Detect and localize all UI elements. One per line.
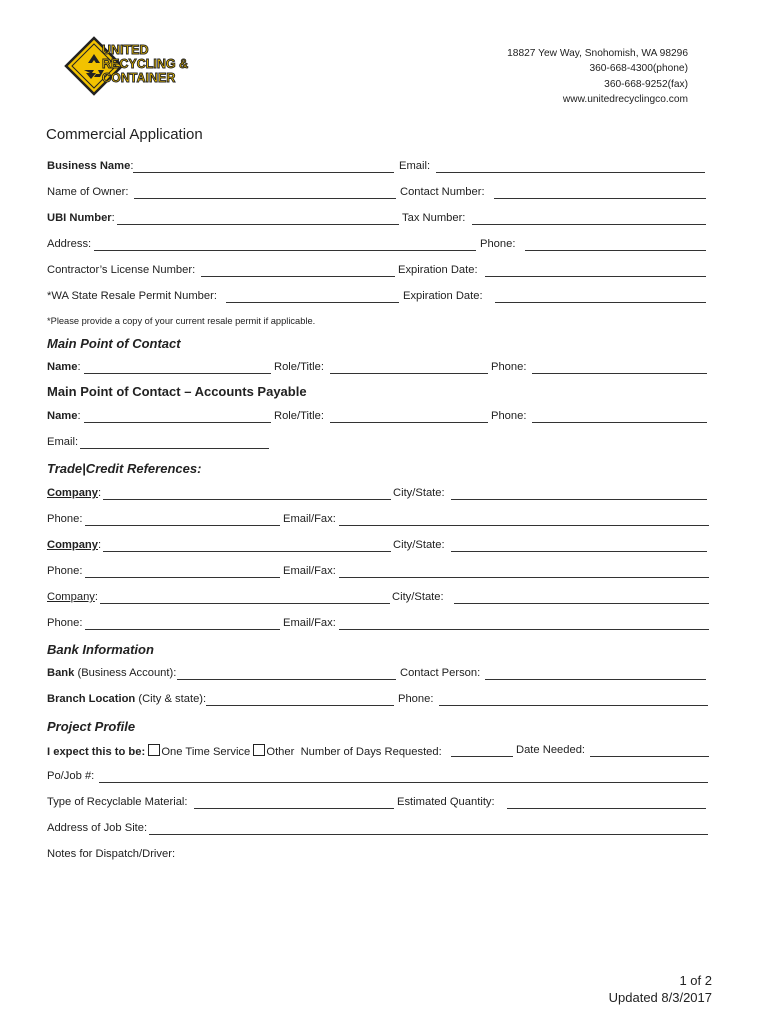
ubi-field[interactable]	[117, 213, 399, 225]
po-job-label: Po/Job #:	[47, 770, 95, 782]
permit-expiration-field[interactable]	[495, 291, 706, 303]
svg-text:CONTAINER: CONTAINER	[102, 71, 176, 85]
ubi-label: UBI Number:	[47, 212, 115, 224]
ref1-email-fax-label: Email/Fax:	[283, 513, 336, 525]
ref1-city-state-field[interactable]	[451, 488, 707, 500]
bank-heading: Bank Information	[47, 642, 154, 657]
date-needed-label: Date Needed:	[516, 744, 586, 756]
ref3-phone-field[interactable]	[85, 618, 280, 630]
contact-number-field[interactable]	[494, 187, 706, 199]
notes-label: Notes for Dispatch/Driver:	[47, 848, 176, 860]
ap-phone-field[interactable]	[532, 411, 707, 423]
ref1-phone-field[interactable]	[85, 514, 280, 526]
company-address-block	[507, 46, 688, 107]
resale-permit-field[interactable]	[226, 291, 399, 303]
owner-label: Name of Owner:	[47, 186, 129, 198]
main-contact-role-label: Role/Title:	[274, 361, 324, 373]
main-contact-heading: Main Point of Contact	[47, 336, 181, 351]
ref3-city-state-label: City/State:	[392, 591, 444, 603]
address-label: Address:	[47, 238, 92, 250]
branch-location-label: Branch Location (City & state):	[47, 693, 207, 705]
references-heading: Trade|Credit References:	[47, 461, 202, 476]
ref3-company-label: Company:	[47, 591, 98, 603]
bank-contact-person-label: Contact Person:	[400, 667, 481, 679]
date-needed-field[interactable]	[590, 745, 709, 757]
ap-phone-label: Phone:	[491, 410, 527, 422]
ap-email-label: Email:	[47, 436, 79, 448]
svg-text:UNITED: UNITED	[102, 43, 149, 57]
business-name-label: Business Name:	[47, 160, 134, 172]
page-footer	[609, 972, 712, 1006]
company-phone: 360-668-4300(phone)	[589, 63, 688, 75]
ref2-phone-label: Phone:	[47, 565, 83, 577]
job-site-field[interactable]	[149, 823, 708, 835]
license-expiration-label: Expiration Date:	[398, 264, 478, 276]
days-requested-label: Number of Days Requested:	[300, 746, 442, 758]
days-requested-field[interactable]	[451, 745, 513, 757]
ref2-email-fax-field[interactable]	[339, 566, 709, 578]
main-contact-phone-label: Phone:	[491, 361, 527, 373]
material-type-field[interactable]	[194, 797, 394, 809]
branch-location-field[interactable]	[206, 694, 394, 706]
license-expiration-field[interactable]	[485, 265, 706, 277]
business-name-field[interactable]	[133, 161, 394, 173]
ref2-city-state-label: City/State:	[393, 539, 445, 551]
job-site-label: Address of Job Site:	[47, 822, 148, 834]
bank-field[interactable]	[177, 668, 396, 680]
company-address: 18827 Yew Way, Snohomish, WA 98296	[507, 48, 688, 59]
tax-number-label: Tax Number:	[402, 212, 466, 224]
main-contact-name-label: Name:	[47, 361, 81, 373]
main-contact-phone-field[interactable]	[532, 362, 707, 374]
bank-label: Bank (Business Account):	[47, 667, 177, 679]
page-title: Commercial Application	[46, 126, 203, 143]
project-heading: Project Profile	[47, 719, 136, 734]
ap-name-field[interactable]	[84, 411, 271, 423]
contractor-license-field[interactable]	[201, 265, 395, 277]
expect-row: I expect this to be: One Time Service Other Number of Days Requested:	[47, 746, 442, 758]
other-checkbox[interactable]	[253, 744, 265, 756]
contractor-license-label: Contractor’s License Number:	[47, 264, 196, 276]
owner-field[interactable]	[134, 187, 396, 199]
company-website: www.unitedrecyclingco.com	[562, 93, 688, 105]
ref2-city-state-field[interactable]	[451, 540, 707, 552]
contact-number-label: Contact Number:	[400, 186, 485, 198]
ref2-phone-field[interactable]	[85, 566, 280, 578]
estimated-quantity-label: Estimated Quantity:	[397, 796, 495, 808]
permit-expiration-label: Expiration Date:	[403, 290, 483, 302]
svg-text:RECYCLING &: RECYCLING &	[102, 57, 189, 71]
notes-area[interactable]	[47, 866, 709, 956]
po-job-field[interactable]	[99, 771, 708, 783]
page-number: 1 of 2	[679, 973, 712, 988]
ref1-city-state-label: City/State:	[393, 487, 445, 499]
bank-contact-person-field[interactable]	[485, 668, 706, 680]
updated-date: Updated 8/3/2017	[608, 990, 712, 1005]
ref2-company-field[interactable]	[103, 540, 391, 552]
ref1-email-fax-field[interactable]	[339, 514, 709, 526]
material-type-label: Type of Recyclable Material:	[47, 796, 188, 808]
ref3-email-fax-label: Email/Fax:	[283, 617, 336, 629]
bank-phone-field[interactable]	[439, 694, 708, 706]
expect-label: I expect this to be	[47, 746, 142, 758]
ap-name-label: Name:	[47, 410, 81, 422]
bank-phone-label: Phone:	[398, 693, 434, 705]
ref1-company-label: Company:	[47, 487, 102, 499]
tax-number-field[interactable]	[472, 213, 706, 225]
ref3-company-field[interactable]	[100, 592, 390, 604]
ref3-email-fax-field[interactable]	[339, 618, 709, 630]
ref1-company-field[interactable]	[103, 488, 391, 500]
resale-note: *Please provide a copy of your current resale permit if applicable.	[47, 316, 316, 326]
email-label: Email:	[399, 160, 431, 172]
main-contact-name-field[interactable]	[84, 362, 271, 374]
one-time-service-label: One Time Service	[161, 746, 251, 758]
one-time-service-checkbox[interactable]	[148, 744, 160, 756]
company-fax: 360-668-9252(fax)	[604, 78, 688, 90]
estimated-quantity-field[interactable]	[507, 797, 706, 809]
email-field[interactable]	[436, 161, 705, 173]
company-logo	[62, 36, 212, 96]
main-contact-role-field[interactable]	[330, 362, 488, 374]
address-field[interactable]	[94, 239, 476, 251]
ap-role-field[interactable]	[330, 411, 488, 423]
phone-label: Phone:	[480, 238, 516, 250]
ref2-email-fax-label: Email/Fax:	[283, 565, 336, 577]
ap-role-label: Role/Title:	[274, 410, 324, 422]
resale-permit-label: *WA State Resale Permit Number:	[47, 290, 217, 302]
phone-field[interactable]	[525, 239, 706, 251]
recycle-logo-icon	[62, 36, 212, 96]
other-label: Other	[266, 746, 295, 758]
ap-contact-heading: Main Point of Contact – Accounts Payable	[47, 384, 307, 399]
ref2-company-label: Company:	[47, 539, 102, 551]
ref1-phone-label: Phone:	[47, 513, 83, 525]
ap-email-field[interactable]	[80, 437, 269, 449]
ref3-city-state-field[interactable]	[454, 592, 709, 604]
ref3-phone-label: Phone:	[47, 617, 83, 629]
